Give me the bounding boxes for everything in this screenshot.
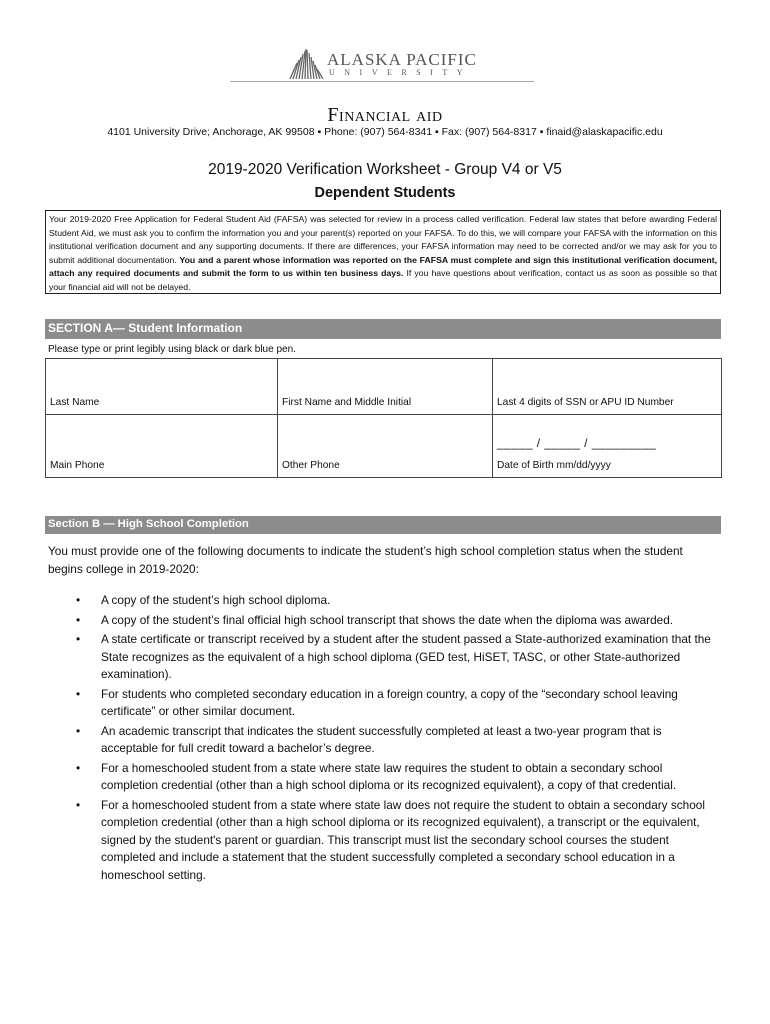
list-item-text: For a homeschooled student from a state where state law does not require the student to obtain a secondary school completion credential (other than a high school diploma or its recognized equivalent), a transcript or the equivalent, signed by the student's parent or guardian. This transcript must list the secondary school courses the student completed and include a statement that the student successfully completed a secondary school education in a homeschool setting. xyxy=(101,797,705,882)
intro-tail-text: If you have questions about verification, contact us as soon as possible so that your financial aid will not be delayed. xyxy=(49,268,717,292)
other-phone-label: Other Phone xyxy=(282,460,340,471)
logo-subname: UNIVERSITY xyxy=(329,68,472,77)
office-title: Financial aid xyxy=(327,104,443,126)
student-info-table xyxy=(45,358,722,478)
last-name-label: Last Name xyxy=(50,397,100,408)
bullet-icon: • xyxy=(76,760,81,775)
bullet-icon: • xyxy=(76,723,81,738)
logo-name: ALASKA PACIFIC xyxy=(327,50,477,69)
bullet-icon: • xyxy=(76,797,81,812)
ssn-label: Last 4 digits of SSN or APU ID Number xyxy=(497,397,674,408)
intro-text: Your 2019-2020 Free Application for Federal Student Aid (FAFSA) was selected for review in a process called verification. Federal law states that before awarding Federal Student Aid, we must ask you to confirm the information you and your parent(s) reported on your FAFSA. To do this, we will compare your FAFSA with the information on this institutional verification document and any supporting documents. If there are differences, your FAFSA information may need to be corrected and/or we may ask for you to submit additional documentation. xyxy=(49,214,717,265)
header-divider xyxy=(230,81,534,82)
worksheet-subtitle: Dependent Students xyxy=(314,185,456,201)
list-item xyxy=(70,797,720,885)
first-name-field[interactable] xyxy=(278,359,493,415)
list-item xyxy=(70,723,720,758)
bullet-icon: • xyxy=(76,612,81,627)
worksheet-title: 2019-2020 Verification Worksheet - Group V4 or V5 xyxy=(208,161,562,178)
list-item xyxy=(70,760,720,795)
list-item-text: A copy of the student’s high school diploma. xyxy=(101,593,331,607)
office-address: 4101 University Drive; Anchorage, AK 99508 ▪ Phone: (907) 564-8341 ▪ Fax: (907) 564-8317 ▪ finaid@alaskapacific.edu xyxy=(107,126,663,138)
mountain-logo-icon xyxy=(287,48,325,80)
section-b-heading: Section B — High School Completion xyxy=(45,516,721,534)
dob-blank: _____ / _____ / _________ xyxy=(497,436,657,450)
bullet-icon: • xyxy=(76,632,81,646)
list-item xyxy=(70,631,720,684)
main-phone-field[interactable] xyxy=(46,415,278,478)
list-item-text: For a homeschooled student from a state where state law requires the student to obtain a secondary school completion credential (other than a high school diploma or its recognized equivalent), a copy of that credential. xyxy=(101,760,677,792)
intro-notice xyxy=(45,210,721,294)
bullet-icon: • xyxy=(76,686,81,701)
last-name-field[interactable] xyxy=(46,359,278,415)
ssn-field[interactable] xyxy=(493,359,722,415)
list-item-text: An academic transcript that indicates the student successfully completed at least a two-year program that is acceptable for full credit toward a bachelor’s degree. xyxy=(101,723,662,755)
main-phone-label: Main Phone xyxy=(50,460,105,471)
intro-bold-text: You and a parent whose information was reported on the FAFSA must complete and sign this institutional verification document, attach any required documents and submit the form to us within ten business days. xyxy=(49,254,717,279)
list-item-text: A state certificate or transcript received by a student after the student passed a State-authorized examination that the State recognizes as the equivalent of a high school diploma (GED test, HiSET, TASC, or other State-authorized examination). xyxy=(101,632,711,681)
dob-field[interactable] xyxy=(493,415,722,478)
first-name-label: First Name and Middle Initial xyxy=(282,397,412,408)
university-logo xyxy=(287,48,537,82)
section-a-heading: SECTION A— Student Information xyxy=(45,319,721,339)
other-phone-field[interactable] xyxy=(278,415,493,478)
section-a-note: Please type or print legibly using black or dark blue pen. xyxy=(48,344,296,355)
dob-label: Date of Birth mm/dd/yyyy xyxy=(497,460,611,471)
list-item-text: For students who completed secondary education in a foreign country, a copy of the “secondary school leaving certificate” or other similar document. xyxy=(101,686,678,718)
list-item xyxy=(70,592,720,610)
list-item-text: A copy of the student’s final official high school transcript that shows the date when the diploma was awarded. xyxy=(101,612,674,627)
document-options-list xyxy=(70,592,720,886)
list-item xyxy=(70,612,720,630)
section-b-intro: You must provide one of the following documents to indicate the student’s high school completion status when the student begins college in 2019-2020: xyxy=(48,544,683,576)
bullet-icon: • xyxy=(76,593,81,607)
list-item xyxy=(70,686,720,721)
